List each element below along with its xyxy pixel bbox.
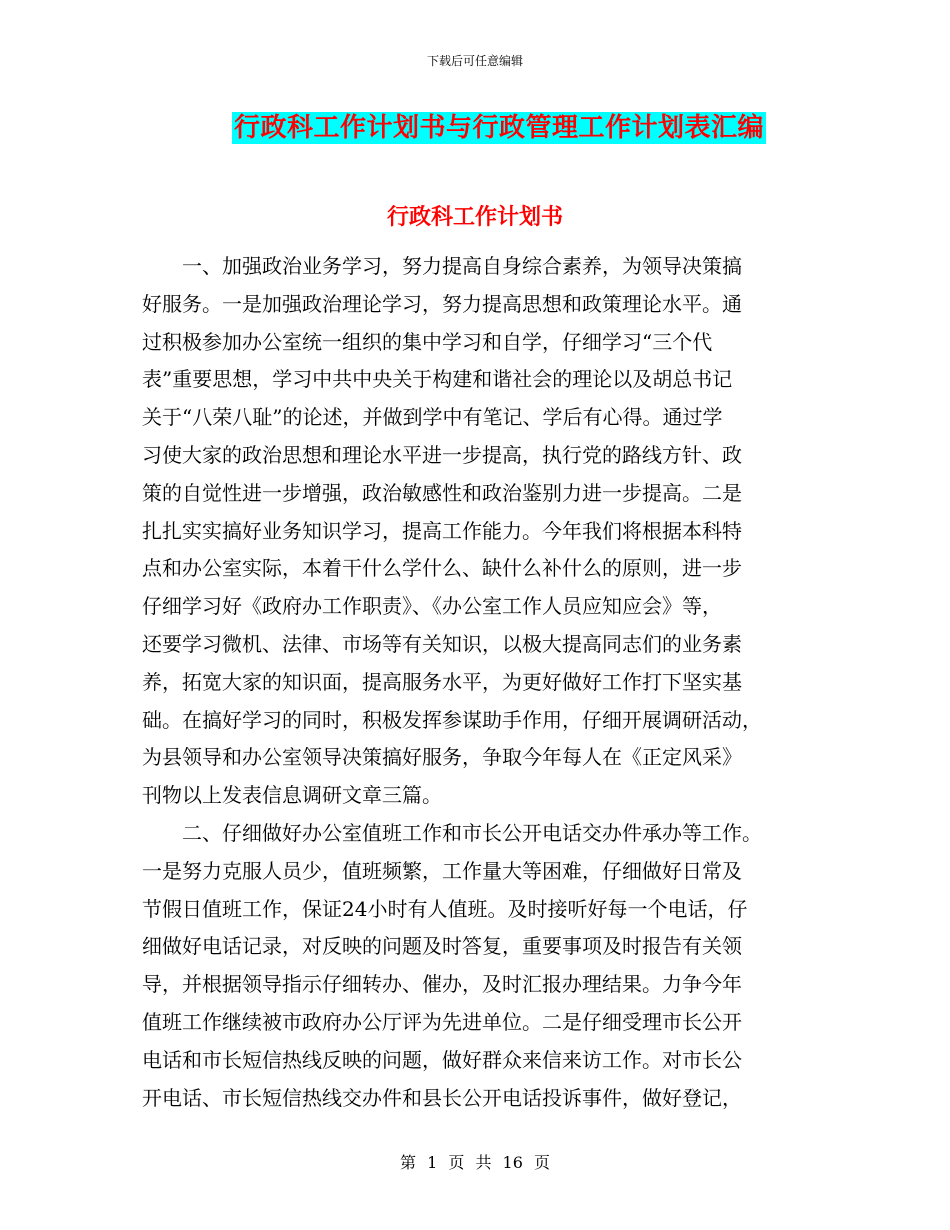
text-line: 扎扎实实搞好业务知识学习，提高工作能力。今年我们将根据本科特: [142, 518, 742, 543]
text-line: 过积极参加办公室统一组织的集中学习和自学，仔细学习“三个代: [142, 329, 713, 354]
text-line: 策的自觉性进一步增强，政治敏感性和政治鉴别力进一步提高。二是: [142, 480, 742, 505]
body-text: [142, 248, 810, 1117]
main-title-wrap: [0, 112, 950, 144]
text-line: 养，拓宽大家的知识面，提高服务水平，为更好做好工作打下坚实基: [142, 669, 742, 694]
text-line: 开电话、市长短信热线交办件和县长公开电话投诉事件，做好登记，: [142, 1085, 742, 1110]
text-line: 好服务。一是加强政治理论学习，努力提高思想和政策理论水平。通: [142, 291, 742, 316]
header-note: 下载后可任意编辑: [426, 54, 523, 68]
text-line: 一是努力克服人员少，值班频繁，工作量大等困难，仔细做好日常及: [142, 858, 742, 883]
text-line: 值班工作继续被市政府办公厅评为先进单位。二是仔细受理市长公开: [142, 1009, 742, 1034]
text-line: 关于“八荣八耻”的论述，并做到学中有笔记、学后有心得。通过学: [142, 405, 723, 430]
text-line: 一、加强政治业务学习，努力提高自身综合素养，为领导决策搞: [142, 254, 742, 278]
text-line: 电话和市长短信热线反映的问题，做好群众来信来访工作。对市长公: [142, 1047, 742, 1072]
text-line: 习使大家的政治思想和理论水平进一步提高，执行党的路线方针、政: [142, 442, 742, 467]
text-line: 点和办公室实际，本着干什么学什么、缺什么补什么的原则，进一步: [142, 556, 742, 581]
text-line: 表”重要思想，学习中共中央关于构建和谐社会的理论以及胡总书记: [142, 367, 733, 392]
text-line: 仔细学习好《政府办工作职责》、《办公室工作人员应知应会》等，: [142, 594, 722, 619]
section-title: 行政科工作计划书: [386, 204, 563, 230]
text-line: 础。在搞好学习的同时，积极发挥参谋助手作用，仔细开展调研活动，: [142, 707, 762, 732]
page-footer: 第 1 页 共 16 页: [400, 1153, 550, 1172]
text-line: 刊物以上发表信息调研文章三篇。: [142, 783, 442, 808]
main-title: 行政科工作计划书与行政管理工作计划表汇编: [233, 113, 764, 143]
text-line: 细做好电话记录，对反映的问题及时答复，重要事项及时报告有关领: [142, 934, 742, 959]
text-line: 节假日值班工作，保证24小时有人值班。及时接听好每一个电话，仔: [142, 896, 748, 921]
text-line: 为县领导和办公室领导决策搞好服务，争取今年每人在《正定风采》: [142, 745, 742, 770]
text-line: 还要学习微机、法律、市场等有关知识，以极大提高同志们的业务素: [142, 631, 742, 656]
text-line: 二、仔细做好办公室值班工作和市长公开电话交办件承办等工作。: [142, 820, 762, 845]
text-line: 导，并根据领导指示仔细转办、催办，及时汇报办理结果。力争今年: [142, 972, 742, 997]
